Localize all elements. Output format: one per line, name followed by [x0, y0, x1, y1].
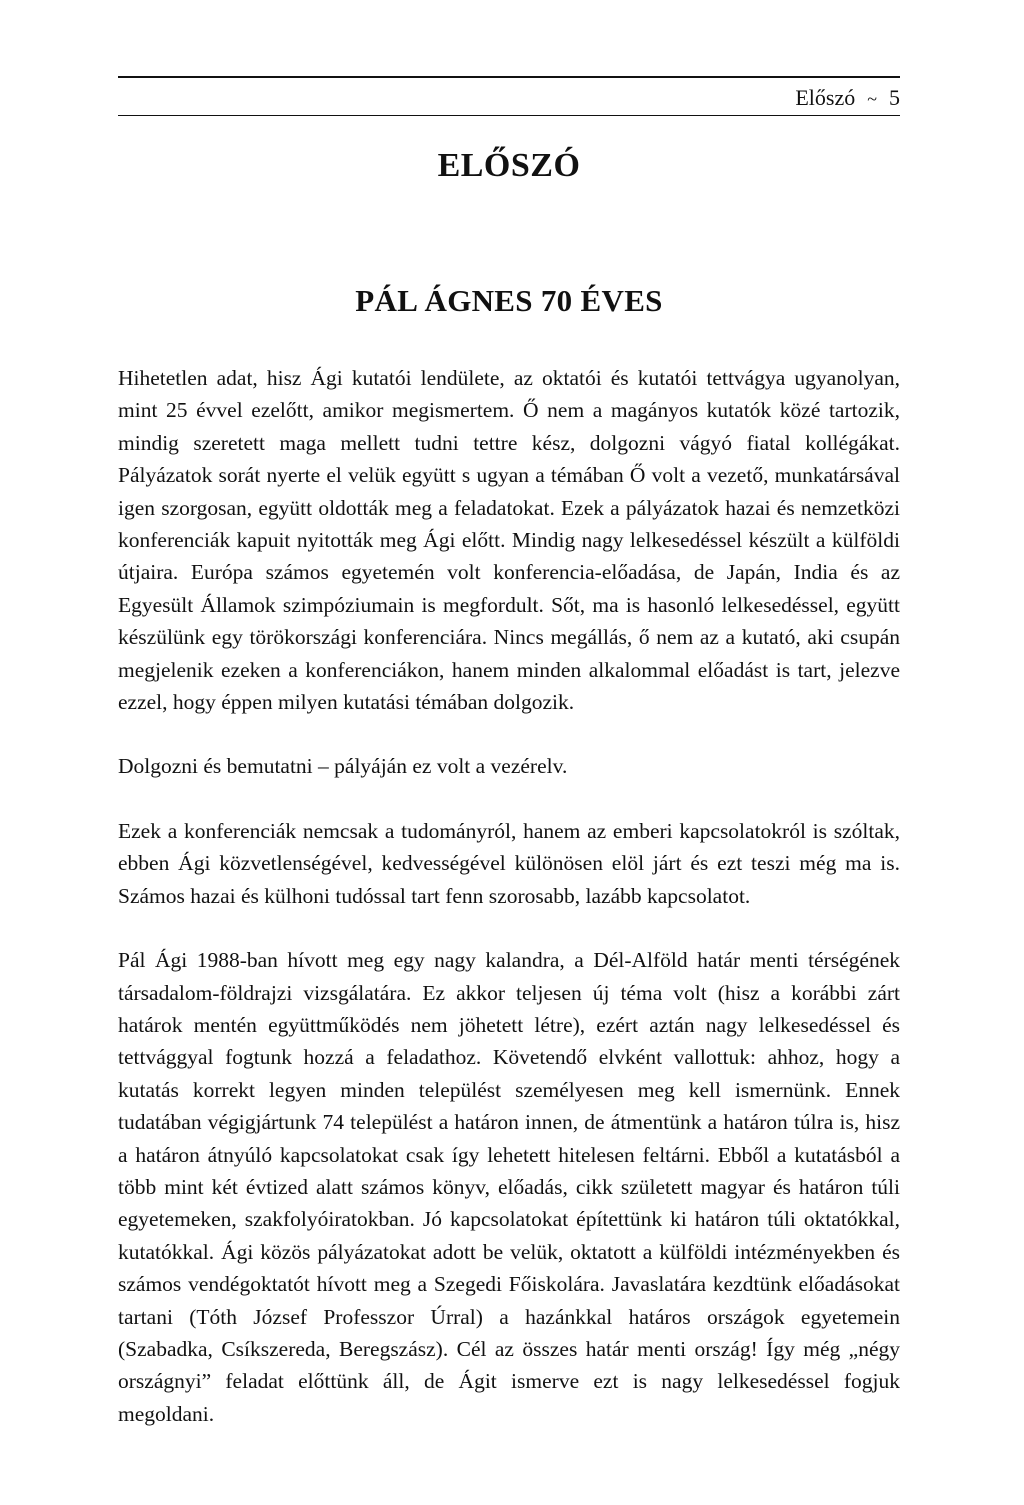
header-rule-bottom — [118, 115, 900, 116]
page-title: ELŐSZÓ — [437, 147, 581, 184]
paragraph-1: Hihetetlen adat, hisz Ági kutatói lendülete, az oktatói és kutatói tettvágya ugyanolyan, mint 25 évvel ezelőtt, amikor megismertem. Ő nem a magányos kutatók közé tartozik, mindig szeretett maga mellett tudni tettre kész, dolgozni vágyó fiatal kollégákat. Pályázatok sorát nyerte el velük együtt s ugyan a témában Ő volt a vezető, munkatársával igen szorgosan, együtt oldották meg a feladatokat. Ezek a pályázatok hazai és nemzetközi konferenciák kapuit nyitották meg Ági előtt. Mindig nagy lelkesedéssel készült a külföldi útjaira. Európa számos egyetemén volt konferencia-előadása, de Japán, India és az Egyesült Államok szimpóziumain is megfordult. Sőt, ma is hasonló lelkesedéssel, együtt készülünk egy törökországi konferenciára. Nincs megállás, ő nem az a kutató, aki csupán megjelenik ezeken a konferenciákon, hanem minden alkalommal előadást is tart, jelezve ezzel, hogy éppen milyen kutatási témában dolgozik. — [118, 366, 900, 715]
book-page — [118, 0, 908, 1505]
header-rule-top — [118, 76, 900, 78]
paragraph-2: Dolgozni és bemutatni – pályáján ez volt a vezérelv. — [118, 754, 568, 779]
paragraph-4: Pál Ági 1988-ban hívott meg egy nagy kalandra, a Dél-Alföld határ menti térségének társadalom-földrajzi vizsgálatára. Ez akkor teljesen új téma volt (hisz a korábbi zárt határok mentén együttműködés nem jöhetett létre), ezért aztán nagy lelkesedéssel és tettvággyal fogtunk hozzá a feladathoz. Követendő elvként vallottuk: ahhoz, hogy a kutatás korrekt legyen minden települést személyesen meg kell ismernünk. Ennek tudatában végigjártunk 74 települést a határon innen, de átmentünk a határon túlra is, hisz a határon átnyúló kapcsolatokat csak így lehetett hitelesen feltárni. Ebből a kutatásból a több mint két évtized alatt számos könyv, előadás, cikk született magyar és határon túli egyetemeken, szakfolyóiratokban. Jó kapcsolatokat építettünk ki határon túli oktatókkal, kutatókkal. Ági közös pályázatokat adott be velük, oktatott a külföldi intézményekben és számos vendégoktatót hívott meg a Szegedi Főiskolára. Javaslatára kezdtünk előadásokat tartani (Tóth József Professzor Úrral) a hazánkkal határos országok egyetemein (Szabadka, Csíkszereda, Beregszász). Cél az összes határ menti ország! Így még „négy országnyi” feladat előttünk áll, de Ágit ismerve ezt is nagy lelkesedéssel fogjuk megoldani. — [118, 948, 900, 1426]
running-header-section: Előszó — [795, 85, 856, 110]
page-number: 5 — [889, 85, 900, 110]
body-text — [118, 362, 900, 1430]
page-subtitle: PÁL ÁGNES 70 ÉVES — [355, 283, 663, 318]
running-header — [795, 86, 900, 111]
paragraph-3: Ezek a konferenciák nemcsak a tudományról, hanem az emberi kapcsolatokról is szóltak, ebben Ági közvetlenségével, kedvességével különösen elöl járt és ezt teszi még ma is. Számos hazai és külhoni tudóssal tart fenn szorosabb, lazább kapcsolatot. — [118, 818, 900, 908]
running-header-separator: ~ — [867, 89, 877, 109]
